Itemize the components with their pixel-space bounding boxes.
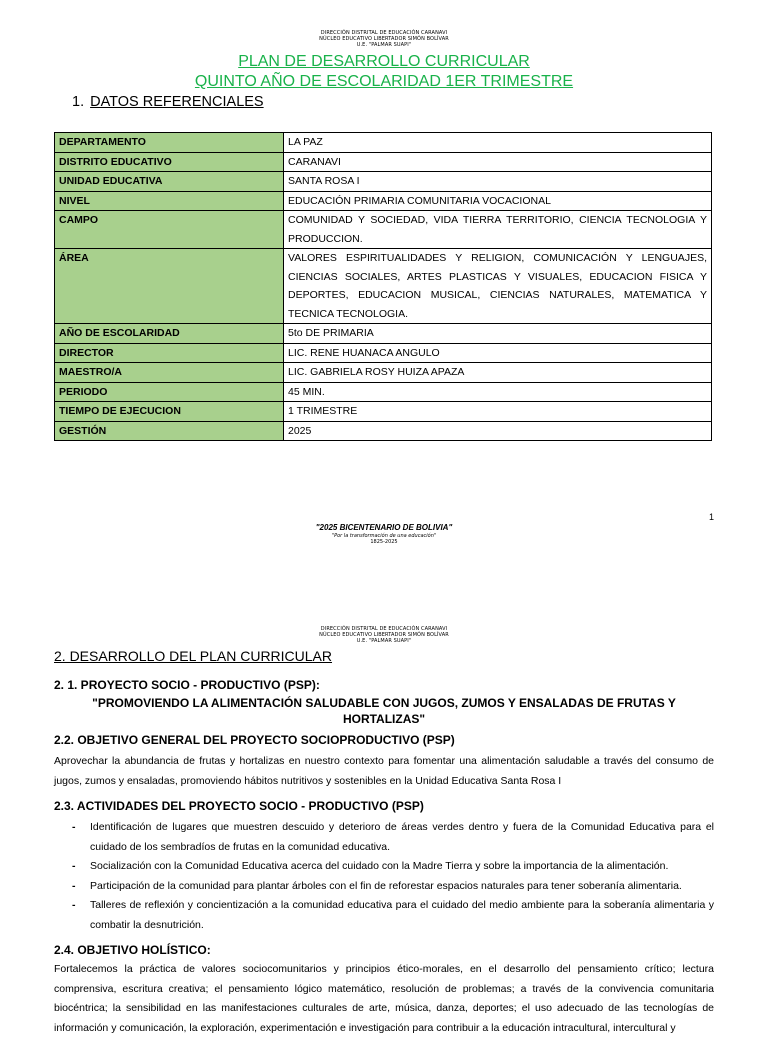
row-value: CARANAVI bbox=[284, 152, 712, 172]
table-row bbox=[55, 421, 712, 441]
row-value: 45 MIN. bbox=[284, 382, 712, 402]
page-header bbox=[0, 626, 768, 644]
table-row bbox=[55, 324, 712, 344]
page-header bbox=[0, 30, 768, 48]
activity-text: Socialización con la Comunidad Educativa acerca del cuidado con la Madre Tierra y sobre la importancia de la alimentación. bbox=[90, 860, 669, 872]
footer-motto: "2025 BICENTENARIO DE BOLIVIA" bbox=[315, 523, 453, 532]
header-line-2: NÚCLEO EDUCATIVO LIBERTADOR SIMÓN BOLÍVAR bbox=[319, 36, 449, 42]
table-row bbox=[55, 172, 712, 192]
document-title-line-1: PLAN DE DESARROLLO CURRICULAR bbox=[238, 53, 530, 70]
objective-paragraph: Aprovechar la abundancia de frutas y hortalizas en nuestro contexto para fomentar una alimentación saludable a través del consumo de jugos, zumos y ensaladas, promoviendo hábitos nutritivos y sostenibles en la Unidad Educativa Santa Rosa I bbox=[54, 755, 714, 787]
psp-title: "PROMOVIENDO LA ALIMENTACIÓN SALUDABLE CON JUGOS, ZUMOS Y ENSALADAS DE FRUTAS Y HORTALIZAS" bbox=[92, 696, 676, 726]
header-line-1: DIRECCIÓN DISTRITAL DE EDUCACIÓN CARANAVI bbox=[320, 30, 448, 36]
table-row bbox=[55, 133, 712, 153]
activities-heading: 2.3. ACTIVIDADES DEL PROYECTO SOCIO - PRODUCTIVO (PSP) bbox=[54, 799, 424, 813]
table-row bbox=[55, 249, 712, 324]
header-line-2: NÚCLEO EDUCATIVO LIBERTADOR SIMÓN BOLÍVAR bbox=[319, 632, 449, 638]
row-value: COMUNIDAD Y SOCIEDAD, VIDA TIERRA TERRITORIO, CIENCIA TECNOLOGIA Y PRODUCCION. bbox=[284, 211, 712, 249]
row-value: 5to DE PRIMARIA bbox=[284, 324, 712, 344]
row-value: LIC. RENE HUANACA ANGULO bbox=[284, 343, 712, 363]
table-row bbox=[55, 382, 712, 402]
activities-list bbox=[54, 818, 714, 935]
holistic-paragraph: Fortalecemos la práctica de valores sociocomunitarios y principios ético-morales, en el desarrollo del pensamiento crítico; lectura comprensiva, escritura creativa; el pensamiento lógico matemático, resolución de problemas; a través de la convivencia comunitaria biocéntrica; la sensibilidad en las manifestaciones culturales de arte, música, danza, deportes; el uso adecuado de las tecnologías de información y comunicación, la exploración, experimentación e investigación para contribuir a la educación intracultural, intercultural y bbox=[54, 963, 714, 1034]
row-label: AÑO DE ESCOLARIDAD bbox=[55, 324, 284, 344]
section-number: 1. bbox=[72, 94, 85, 110]
row-label: GESTIÓN bbox=[55, 421, 284, 441]
table-row bbox=[55, 152, 712, 172]
row-label: CAMPO bbox=[55, 211, 284, 249]
row-value: 1 TRIMESTRE bbox=[284, 402, 712, 422]
row-value: SANTA ROSA I bbox=[284, 172, 712, 192]
row-label: DIRECTOR bbox=[55, 343, 284, 363]
bullet-dash: - bbox=[72, 821, 76, 833]
holistic-heading: 2.4. OBJETIVO HOLÍSTICO: bbox=[54, 943, 211, 957]
list-item bbox=[54, 857, 714, 877]
reference-data-table bbox=[54, 132, 712, 441]
page-2 bbox=[0, 580, 768, 1034]
row-value: LIC. GABRIELA ROSY HUIZA APAZA bbox=[284, 363, 712, 383]
row-label: ÁREA bbox=[55, 249, 284, 324]
table-row bbox=[55, 343, 712, 363]
row-value: VALORES ESPIRITUALIDADES Y RELIGION, COMUNICACIÓN Y LENGUAJES, CIENCIAS SOCIALES, ARTES PLASTICAS Y VISUALES, EDUCACION FISICA Y DEPORTES, EDUCACION MUSICAL, CIENCIAS NATURALES, MATEMATICA Y TECNICA TECNOLOGIA. bbox=[284, 249, 712, 324]
row-label: MAESTRO/A bbox=[55, 363, 284, 383]
page-footer bbox=[0, 522, 768, 545]
bullet-dash: - bbox=[72, 899, 76, 911]
row-value: EDUCACIÓN PRIMARIA COMUNITARIA VOCACIONAL bbox=[284, 191, 712, 211]
table-row bbox=[55, 402, 712, 422]
table-row bbox=[55, 191, 712, 211]
row-value: LA PAZ bbox=[284, 133, 712, 153]
bullet-dash: - bbox=[72, 879, 76, 892]
header-line-3: U.E. "PALMAR SUAPI" bbox=[356, 638, 412, 644]
activity-text: Identificación de lugares que muestren descuido y deterioro de áreas verdes dentro y fuera de la Comunidad Educativa para el cuidado de los sembradíos de frutas en la comunidad educativa. bbox=[90, 821, 714, 853]
list-item bbox=[54, 877, 714, 897]
row-label: PERIODO bbox=[55, 382, 284, 402]
row-label: UNIDAD EDUCATIVA bbox=[55, 172, 284, 192]
section-label: DATOS REFERENCIALES bbox=[90, 94, 264, 110]
header-line-1: DIRECCIÓN DISTRITAL DE EDUCACIÓN CARANAVI bbox=[320, 626, 448, 632]
section-heading-datos-referenciales bbox=[72, 92, 264, 112]
row-label: TIEMPO DE EJECUCION bbox=[55, 402, 284, 422]
list-item bbox=[54, 818, 714, 857]
row-label: NIVEL bbox=[55, 191, 284, 211]
row-label: DEPARTAMENTO bbox=[55, 133, 284, 153]
activity-text: Participación de la comunidad para plantar árboles con el fin de reforestar espacios naturales para tener soberanía alimentaria. bbox=[90, 879, 682, 892]
activity-text: Talleres de reflexión y concientización a la comunidad educativa para el cuidado del medio ambiente para la soberanía alimentaria y combatir la desnutrición. bbox=[90, 899, 714, 931]
footer-years: 1825-2025 bbox=[370, 539, 398, 545]
row-value: 2025 bbox=[284, 421, 712, 441]
table-row bbox=[55, 363, 712, 383]
document-title-line-2: QUINTO AÑO DE ESCOLARIDAD 1ER TRIMESTRE bbox=[194, 73, 574, 90]
psp-heading: 2. 1. PROYECTO SOCIO - PRODUCTIVO (PSP): bbox=[54, 678, 320, 692]
section-heading-desarrollo: 2. DESARROLLO DEL PLAN CURRICULAR bbox=[54, 648, 333, 664]
page-number: 1 bbox=[708, 512, 714, 522]
table-row bbox=[55, 211, 712, 249]
bullet-dash: - bbox=[72, 860, 76, 872]
objective-heading: 2.2. OBJETIVO GENERAL DEL PROYECTO SOCIOPRODUCTIVO (PSP) bbox=[54, 733, 455, 747]
footer-slogan: "Por la transformación de una educación" bbox=[331, 533, 437, 539]
list-item bbox=[54, 896, 714, 935]
row-label: DISTRITO EDUCATIVO bbox=[55, 152, 284, 172]
header-line-3: U.E. "PALMAR SUAPI" bbox=[356, 42, 412, 48]
